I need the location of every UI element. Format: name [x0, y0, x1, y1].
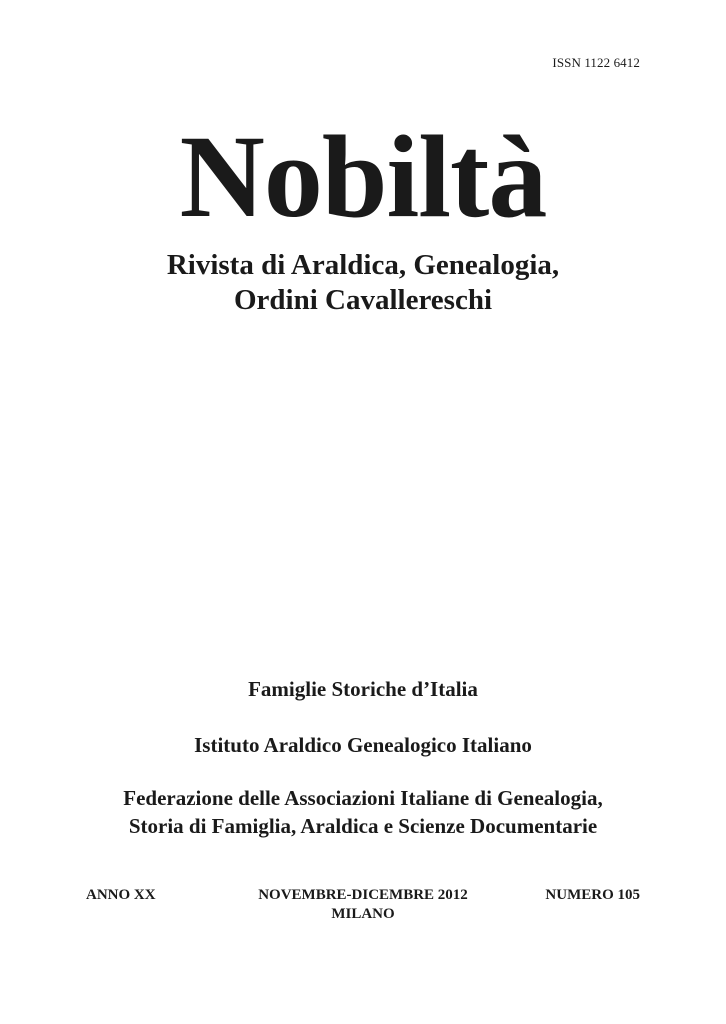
- journal-title: Nobiltà: [179, 111, 547, 242]
- publisher-federazione-line-1: Federazione delle Associazioni Italiane di Genealogia,: [123, 786, 603, 810]
- subtitle-line-1: Rivista di Araldica, Genealogia,: [166, 249, 560, 281]
- publisher-istituto-araldico: Istituto Araldico Genealogico Italiano: [194, 733, 532, 757]
- publisher-federazione-line-2: Storia di Famiglia, Araldica e Scienze Documentarie: [128, 814, 598, 838]
- issue-period: NOVEMBRE-DICEMBRE 2012: [258, 887, 468, 903]
- issn-number: ISSN 1122 6412: [552, 55, 640, 70]
- publishers-block: [0, 676, 726, 840]
- subtitle-line-2: Ordini Cavallereschi: [233, 284, 493, 316]
- issue-number: NUMERO 105: [545, 887, 640, 903]
- issue-city: MILANO: [331, 906, 395, 922]
- issue-year: ANNO XX: [86, 887, 156, 903]
- journal-subtitle: [0, 248, 726, 318]
- publisher-famiglie-storiche: Famiglie Storiche d’Italia: [248, 677, 478, 701]
